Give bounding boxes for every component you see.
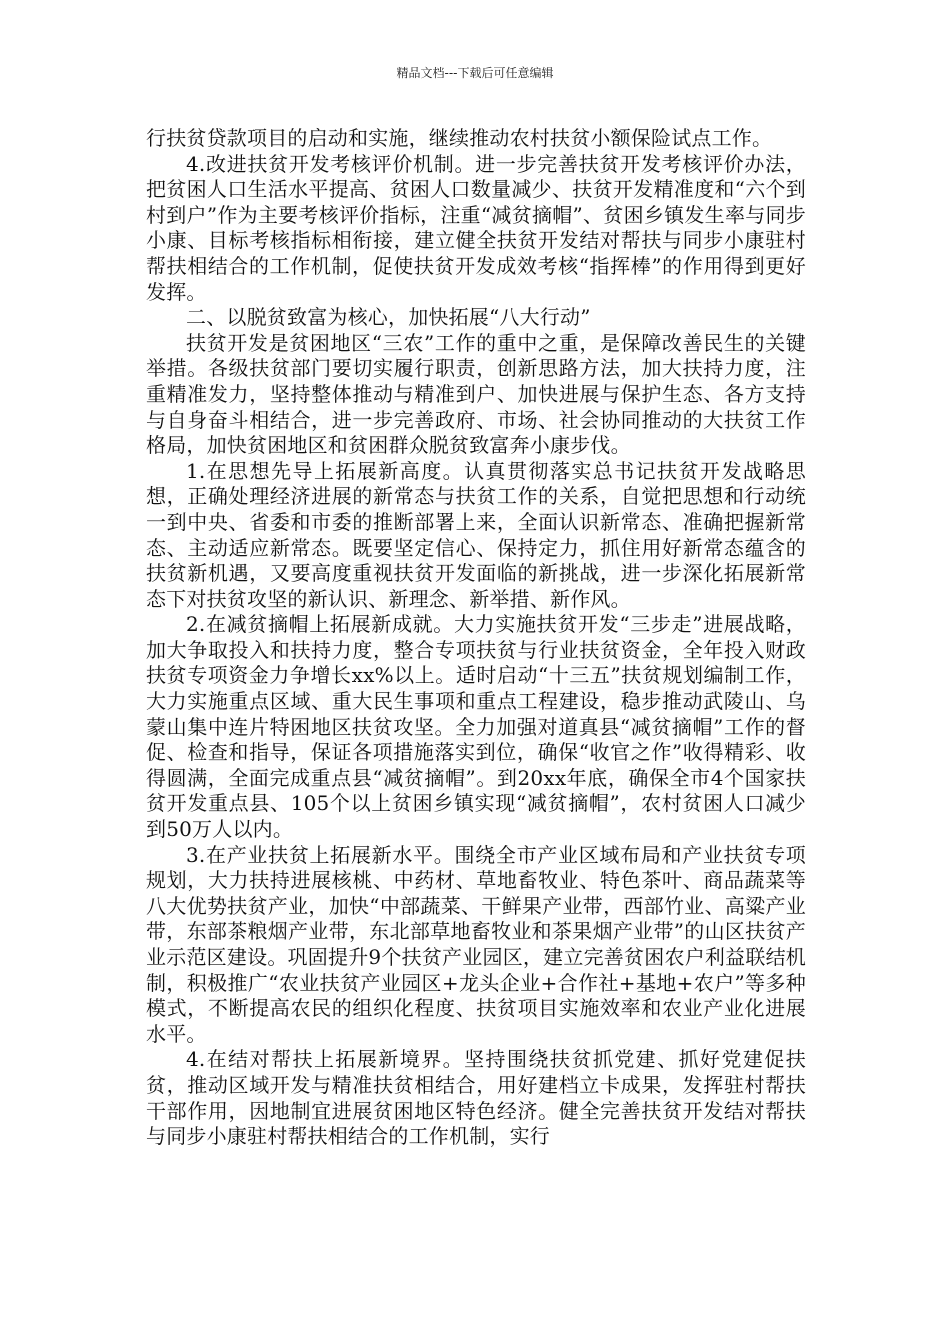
paragraph-item-4: 4.在结对帮扶上拓展新境界。坚持围绕扶贫抓党建、抓好党建促扶贫，推动区域开发与精准扶贫相结合，用好建档立卡成果，发挥驻村帮扶干部作用，因地制宜进展贫困地区特色经济。健全完善扶贫开发结对帮扶与同步小康驻村帮扶相结合的工作机制，实行 [146, 1047, 806, 1149]
paragraph-continuation: 行扶贫贷款项目的启动和实施，继续推动农村扶贫小额保险试点工作。 [146, 126, 773, 150]
section-heading: 二、以脱贫致富为核心，加快拓展“八大行动” [186, 305, 591, 330]
paragraph-intro: 扶贫开发是贫困地区“三农”工作的重中之重，是保障改善民生的关键举措。各级扶贫部门要切实履行职责，创新思路方法，加大扶持力度，注重精准发力，坚持整体推动与精准到户、加快进展与保护生态、各方支持与自身奋斗相结合，进一步完善政府、市场、社会协同推动的大扶贫工作格局，加快贫困地区和贫困群众脱贫致富奔小康步伐。 [146, 330, 806, 458]
document-body [146, 126, 806, 1150]
paragraph-item-3: 3.在产业扶贫上拓展新水平。围绕全市产业区域布局和产业扶贫专项规划，大力扶持进展核桃、中药材、草地畜牧业、特色茶叶、商品蔬菜等八大优势扶贫产业，加快“中部蔬菜、干鲜果产业带，西部竹业、高粱产业带，东部茶粮烟产业带，东北部草地畜牧业和茶果烟产业带”的山区扶贫产业示范区建设。巩固提升9个扶贫产业园区，建立完善贫困农户利益联结机制，积极推广“农业扶贫产业园区+龙头企业+合作社+基地+农户”等多种模式，不断提高农民的组织化程度、扶贫项目实施效率和农业产业化进展水平。 [146, 842, 806, 1046]
paragraph-item-2: 2.在减贫摘帽上拓展新成就。大力实施扶贫开发“三步走”进展战略，加大争取投入和扶持力度，整合专项扶贫与行业扶贫资金，全年投入财政扶贫专项资金力争增长xx%以上。适时启动“十三五”扶贫规划编制工作，大力实施重点区域、重大民生事项和重点工程建设，稳步推动武陵山、乌蒙山集中连片特困地区扶贫攻坚。全力加强对道真县“减贫摘帽”工作的督促、检查和指导，保证各项措施落实到位，确保“收官之作”收得精彩、收得圆满，全面完成重点县“减贫摘帽”。到20xx年底，确保全市4个国家扶贫开发重点县、105个以上贫困乡镇实现“减贫摘帽”，农村贫困人口减少到50万人以内。 [146, 612, 806, 842]
paragraph-item-1: 1.在思想先导上拓展新高度。认真贯彻落实总书记扶贫开发战略思想，正确处理经济进展的新常态与扶贫工作的关系，自觉把思想和行动统一到中央、省委和市委的推断部署上来，全面认识新常态、准确把握新常态、主动适应新常态。既要坚定信心、保持定力，抓住用好新常态蕴含的扶贫新机遇，又要高度重视扶贫开发面临的新挑战，进一步深化拓展新常态下对扶贫攻坚的新认识、新理念、新举措、新作风。 [146, 458, 806, 611]
page-header: 精品文档---下载后可任意编辑 [396, 66, 554, 80]
paragraph-assessment: 4.改进扶贫开发考核评价机制。进一步完善扶贫开发考核评价办法，把贫困人口生活水平提高、贫困人口数量减少、扶贫开发精准度和“六个到村到户”作为主要考核评价指标，注重“减贫摘帽”、贫困乡镇发生率与同步小康、目标考核指标相衔接，建立健全扶贫开发结对帮扶与同步小康驻村帮扶相结合的工作机制，促使扶贫开发成效考核“指挥棒”的作用得到更好发挥。 [146, 151, 806, 304]
